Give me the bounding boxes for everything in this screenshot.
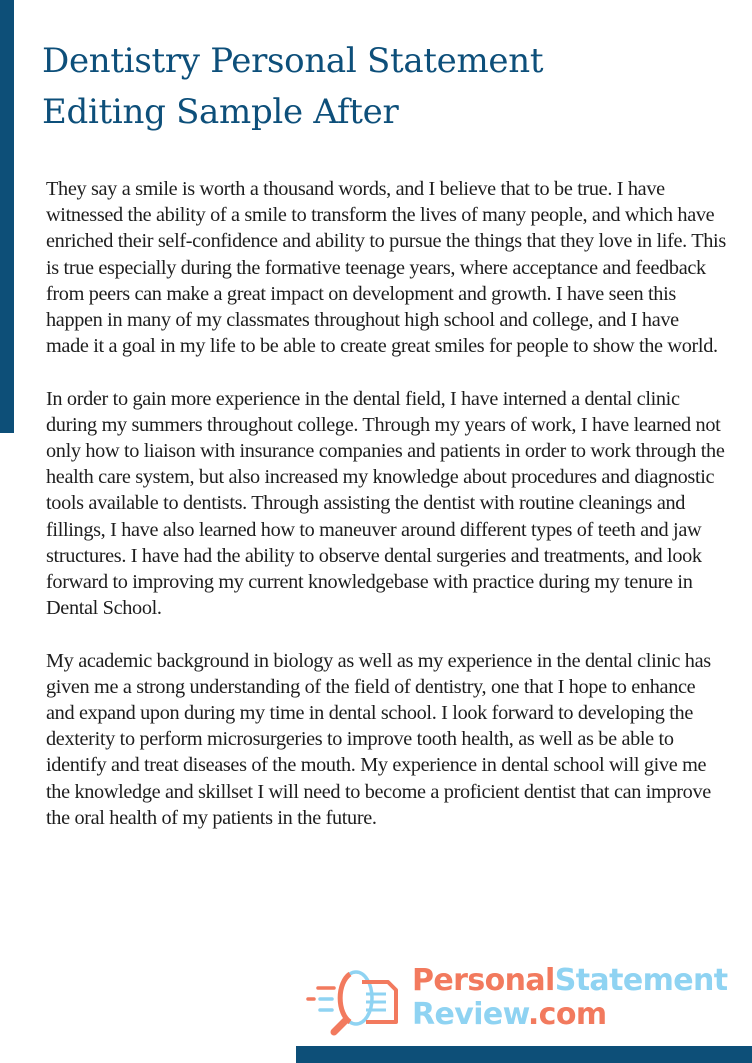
- magnifier-document-icon: [300, 962, 410, 1038]
- left-accent-bar: [0, 0, 14, 433]
- paragraph-1: They say a smile is worth a thousand words, and I believe that to be true. I have witnessed the ability of a smile to transform the lives of many people, and which have enriched their self-confidence and ability to pursue the things that they love in life. This is true especially during the formative teenage years, where acceptance and feedback from peers can make a great impact on development and growth. I have seen this happen in many of my classmates throughout high school and college, and I have made it a goal in my life to be able to create great smiles for people to show the world.: [46, 178, 726, 358]
- logo-wordmark: [412, 964, 727, 1032]
- logo-text-review: Review: [412, 997, 528, 1032]
- logo-text-domain: .com: [527, 997, 607, 1032]
- title-line-2: Editing Sample After: [42, 92, 399, 132]
- page-title: [42, 36, 722, 138]
- paragraph-3: My academic background in biology as well as my experience in the dental clinic has given me a strong understanding of the field of dentistry, one that I hope to enhance and expand upon during my time in dental school. I look forward to developing the dexterity to perform microsurgeries to improve tooth health, as well as be able to identify and treat diseases of the mouth. My experience in dental school will give me the knowledge and skillset I will need to become a proficient dentist that can improve the oral health of my patients in the future.: [46, 649, 711, 829]
- logo-text-statement: Statement: [554, 963, 728, 998]
- paragraph-2: In order to gain more experience in the dental field, I have interned a dental clinic during my summers throughout college. Through my years of work, I have learned not only how to liaison with insurance companies and patients in order to work through the health care system, but also increased my knowledge about procedures and diagnostic tools available to dentists. Through assisting the dentist with routine cleanings and fillings, I have also learned how to maneuver around different types of teeth and jaw structures. I have had the ability to observe dental surgeries and treatments, and look forward to improving my current knowledgebase with practice during my tenure in Dental School.: [46, 387, 725, 620]
- logo-text-personal: Personal: [412, 963, 555, 998]
- brand-logo: [300, 962, 752, 1038]
- title-line-1: Dentistry Personal Statement: [42, 41, 544, 81]
- bottom-accent-bar: [296, 1046, 752, 1063]
- statement-body: [46, 176, 726, 857]
